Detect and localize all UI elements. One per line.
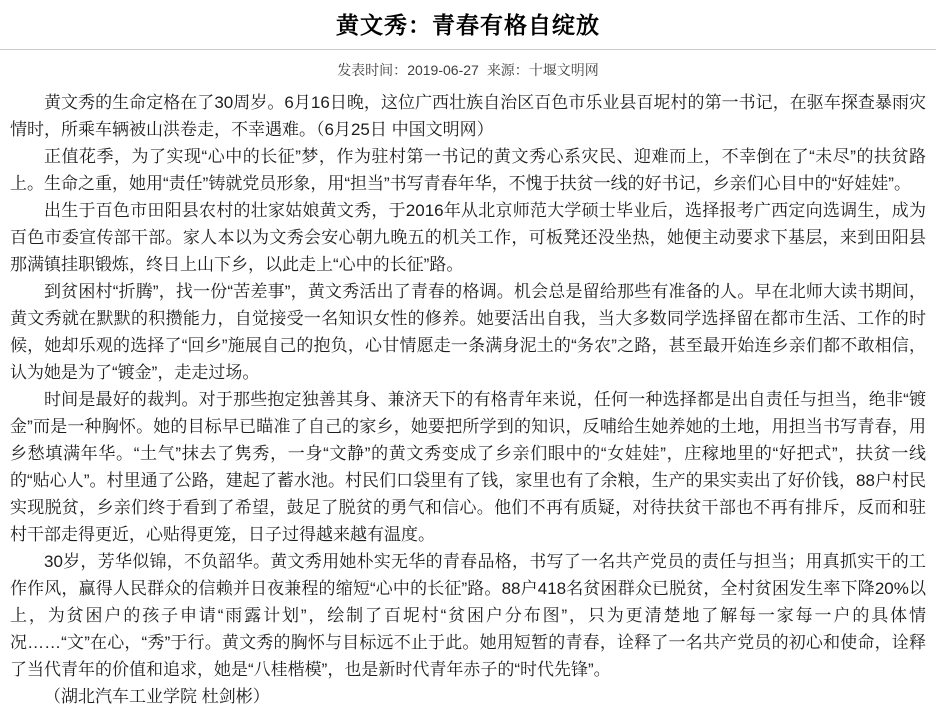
article-body [0,89,936,710]
publish-time-value: 2019-06-27 [407,62,479,78]
article-paragraph: （湖北汽车工业学院 杜剑彬） [44,687,270,706]
article-meta [0,50,936,89]
source-label: 来源： [486,62,529,78]
article-paragraph: 到贫困村“折腾”，找一份“苦差事”，黄文秀活出了青春的格调。机会总是留给那些有准备的人。早在北师大读书期间，黄文秀就在默默的积攒能力，自觉接受一名知识女性的修养。她要活出自我，当大多数同学选择留在都市生活、工作的时候，她却乐观的选择了“回乡”施展自己的抱负，心甘情愿走一条满身泥土的“务农”之路，甚至最开始连乡亲们都不敢相信，认为她是为了“镀金”，走走过场。 [10,282,926,382]
article-paragraph: 正值花季，为了实现“心中的长征”梦，作为驻村第一书记的黄文秀心系灾民、迎难而上，不幸倒在了“未尽”的扶贫路上。生命之重，她用“责任”铸就党员形象，用“担当”书写青春年华，不愧于扶贫一线的好书记，乡亲们心目中的“好娃娃”。 [10,147,926,193]
page-title: 黄文秀：青春有格自绽放 [336,12,600,38]
article-paragraph: 出生于百色市田阳县农村的壮家姑娘黄文秀，于2016年从北京师范大学硕士毕业后，选择报考广西定向选调生，成为百色市委宣传部干部。家人本以为文秀会安心朝九晚五的机关工作，可板凳还没坐热，她便主动要求下基层，来到田阳县那满镇挂职锻炼，终日上山下乡，以此走上“心中的长征”路。 [10,201,926,274]
article-paragraph: 30岁，芳华似锦，不负韶华。黄文秀用她朴实无华的青春品格，书写了一名共产党员的责任与担当；用真抓实干的工作作风，赢得人民群众的信赖并日夜兼程的缩短“心中的长征”路。88户418名贫困群众已脱贫，全村贫困发生率下降20%以上，为贫困户的孩子申请“雨露计划”，绘制了百坭村“贫困户分布图”，只为更清楚地了解每一家每一户的具体情况……“文”在心，“秀”于行。黄文秀的胸怀与目标远不止于此。她用短暂的青春，诠释了一名共产党员的初心和使命，诠释了当代青年的价值和追求，她是“八桂楷模”，也是新时代青年赤子的“时代先锋”。 [10,552,926,679]
article-paragraph: 时间是最好的裁判。对于那些抱定独善其身、兼济天下的有格青年来说，任何一种选择都是出自责任与担当，绝非“镀金”而是一种胸怀。她的目标早已瞄准了自己的家乡，她要把所学到的知识，反哺给生她养她的土地，用担当书写青春，用乡愁填满年华。“土气”抹去了隽秀，一身“文静”的黄文秀变成了乡亲们眼中的“女娃娃”，庄稼地里的“好把式”，扶贫一线的“贴心人”。村里通了公路，建起了蓄水池。村民们口袋里有了钱，家里也有了余粮，生产的果实卖出了好价钱，88户村民实现脱贫，乡亲们终于看到了希望，鼓足了脱贫的勇气和信心。他们不再有质疑，对待扶贫干部也不再有排斥，反而和驻村干部走得更近，心贴得更笼，日子过得越来越有温度。 [10,390,926,544]
source-value: 十堰文明网 [528,62,599,78]
publish-time-label: 发表时间： [337,62,408,78]
article-paragraph: 黄文秀的生命定格在了30周岁。6月16日晚，这位广西壮族自治区百色市乐业县百坭村的第一书记，在驱车探查暴雨灾情时，所乘车辆被山洪卷走，不幸遇难。（6月25日 中国文明网） [10,93,926,139]
